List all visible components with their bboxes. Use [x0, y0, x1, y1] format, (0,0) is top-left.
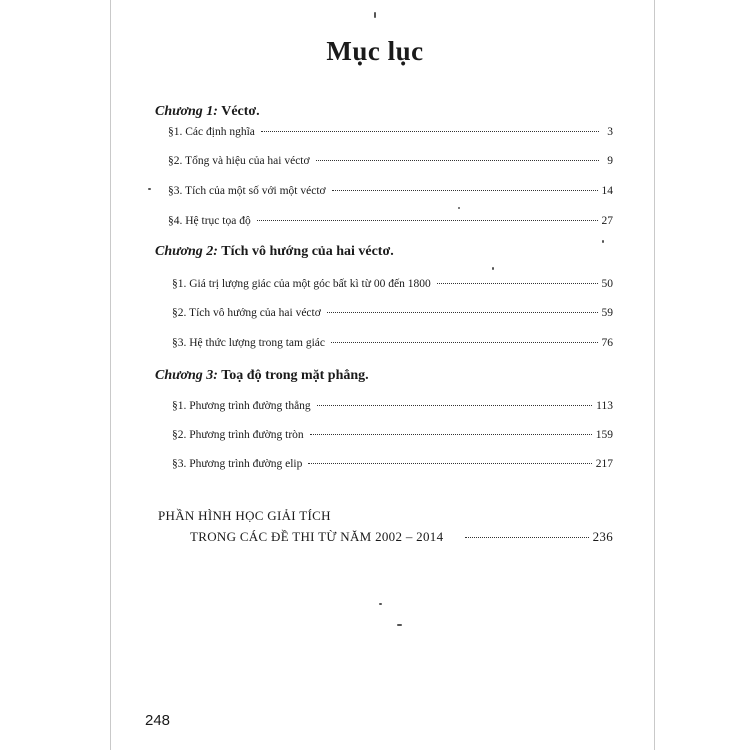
toc-entry[interactable]: [172, 458, 613, 470]
chapter-2-heading: [155, 244, 394, 260]
scan-speck: [492, 267, 494, 270]
leader-dots: [331, 342, 598, 343]
entry-label: §1. Các định nghĩa: [168, 126, 255, 138]
entry-label: §2. Tổng và hiệu của hai véctơ: [168, 155, 310, 167]
chapter-3-name: Toạ độ trong mặt phẳng.: [221, 368, 369, 383]
leader-dots: [332, 190, 598, 191]
toc-title: Mục lục: [326, 36, 424, 66]
entry-label: §2. Tích vô hướng của hai véctơ: [172, 307, 321, 319]
chapter-2-label: Chương 2:: [155, 244, 218, 259]
entry-label: §3. Phương trình đường elip: [172, 458, 303, 470]
scan-speck: [379, 603, 382, 605]
chapter-3-heading: [155, 368, 369, 384]
scan-speck: [148, 188, 151, 190]
toc-entry[interactable]: [168, 215, 613, 227]
toc-entry[interactable]: [172, 429, 613, 441]
toc-entry[interactable]: [168, 185, 613, 197]
leader-dots: [308, 463, 591, 464]
entry-label: §1. Giá trị lượng giác của một góc bất kì từ 00 đến 1800: [172, 278, 431, 290]
entry-page: 9: [607, 155, 613, 167]
entry-label: §1. Phương trình đường thẳng: [172, 400, 311, 412]
scan-speck: [374, 12, 376, 18]
leader-dots: [316, 160, 599, 161]
entry-page: 76: [601, 337, 613, 349]
appendix-entry[interactable]: [190, 529, 613, 545]
entry-page: 3: [607, 126, 613, 138]
entry-page: 217: [595, 458, 613, 470]
leader-dots: [327, 312, 598, 313]
toc-entry[interactable]: [168, 155, 613, 167]
leader-dots: [437, 283, 598, 284]
leader-dots: [257, 220, 598, 221]
toc-entry[interactable]: [172, 337, 613, 349]
entry-label: §4. Hệ trục tọa độ: [168, 215, 251, 227]
leader-dots: [261, 131, 599, 132]
chapter-2-name: Tích vô hướng của hai véctơ.: [221, 244, 394, 259]
leader-dots: [465, 537, 588, 538]
entry-label: §3. Hệ thức lượng trong tam giác: [172, 337, 325, 349]
leader-dots: [310, 434, 592, 435]
entry-page: 14: [601, 185, 613, 197]
toc-entry[interactable]: [172, 400, 613, 412]
entry-page: 113: [596, 400, 613, 412]
scan-speck: [397, 624, 402, 626]
leader-dots: [317, 405, 593, 406]
entry-page: 27: [601, 215, 613, 227]
appendix-page: 236: [592, 529, 613, 544]
appendix-title-line-2: TRONG CÁC ĐỀ THI TỪ NĂM 2002 – 2014: [190, 529, 444, 544]
chapter-3-label: Chương 3:: [155, 368, 218, 383]
toc-entry[interactable]: [168, 126, 613, 138]
entry-label: §3. Tích của một số với một véctơ: [168, 185, 326, 197]
appendix-title-line-1: PHẦN HÌNH HỌC GIẢI TÍCH: [158, 508, 331, 523]
entry-page: 59: [601, 307, 613, 319]
chapter-1-heading: [155, 104, 260, 120]
entry-page: 50: [601, 278, 613, 290]
chapter-1-name: Véctơ.: [221, 104, 260, 119]
toc-entry[interactable]: [172, 278, 613, 290]
entry-label: §2. Phương trình đường tròn: [172, 429, 304, 441]
scan-speck: [602, 240, 604, 243]
scan-speck: [458, 207, 460, 209]
entry-page: 159: [595, 429, 613, 441]
page-number: 248: [145, 712, 171, 729]
toc-entry[interactable]: [172, 307, 613, 319]
chapter-1-label: Chương 1:: [155, 104, 218, 119]
